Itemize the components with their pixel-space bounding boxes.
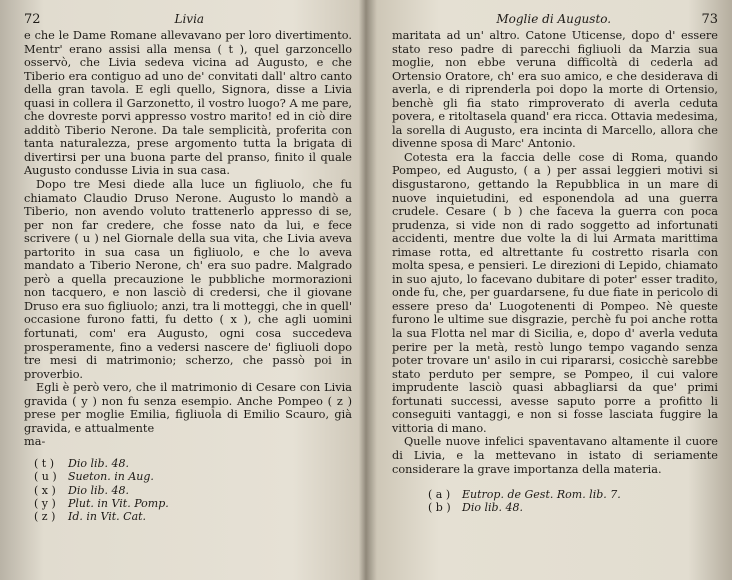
right-running-title: Moglie di Augusto. bbox=[496, 12, 612, 26]
left-paragraph: e che le Dame Romane allevavano per loro divertimento. Mentr' erano assisi alla mensa ( t ), quel garzoncello osservò, che Livia sedeva vicina ad Augusto, e che Tiberio era contiguo ad uno de' convitati dall' altro canto della gran tavola. E egli quello, Signora, disse a Livia quasi in collera il Garzonetto, il vostro luogo? A me pare, che dovreste porvi appresso vostro marito! ed in ciò dire additò Tiberio Nerone. Da tale semplicità, proferita con tanta naturalezza, prese argomento tutta la brigata di divertirsi per una buona parte del pranso, finito il quale Augusto condusse Livia in sua casa. bbox=[24, 29, 352, 178]
footnote-mark: ( z ) bbox=[34, 510, 56, 524]
right-page-number: 73 bbox=[701, 12, 718, 27]
left-paragraph: Egli è però vero, che il matrimonio di Cesare con Livia gravida ( y ) non fu senza esempio. Anche Pompeo ( z ) prese per moglie Emilia, figliuola di Emilio Scauro, già gravida, e attualmente bbox=[24, 381, 352, 435]
left-running-title: Livia bbox=[174, 12, 205, 26]
left-page-header bbox=[24, 12, 352, 28]
right-paragraph: maritata ad un' altro. Catone Uticense, dopo d' essere stato reso padre di parecchi figliuoli da Marzia sua moglie, non ebbe veruna difficoltà di cederla ad Ortensio Oratore, ch' era suo amico, e che desiderava di averla, e di riprenderla poi dopo la morte di Ortensio, benchè gli fia stato rimproverato di averla ceduta povera, e ritoltasela quand' era ricca. Ottavia medesima, la sorella di Augusto, era incinta di Marcello, allora che divenne sposa di Marc' Antonio. bbox=[392, 29, 718, 151]
footnote bbox=[34, 510, 352, 523]
footnote-mark: ( x ) bbox=[34, 483, 56, 497]
footnote-mark: ( a ) bbox=[428, 488, 451, 502]
right-footnotes bbox=[428, 488, 718, 515]
right-page bbox=[370, 0, 732, 580]
footnote-ref: Eutrop. de Gest. Rom. lib. 7. bbox=[462, 488, 621, 502]
left-page-number: 72 bbox=[24, 12, 41, 27]
footnote bbox=[34, 484, 352, 497]
footnote-mark: ( t ) bbox=[34, 456, 54, 470]
left-page-body bbox=[24, 29, 352, 449]
footnote-mark: ( b ) bbox=[428, 501, 451, 515]
footnote bbox=[34, 497, 352, 510]
footnote bbox=[34, 457, 352, 470]
left-page bbox=[0, 0, 362, 580]
footnote bbox=[428, 501, 718, 514]
left-paragraph: Dopo tre Mesi diede alla luce un figliuolo, che fu chiamato Claudio Druso Nerone. Augusto lo mandò a Tiberio, non avendo voluto trattenerlo appresso di se, per non far credere, che fosse nato da lui, e fece scrivere ( u ) nel Giornale della sua vita, che Livia aveva partorito in sua casa un figliuolo, e che lo aveva mandato a Tiberio Nerone, ch' era suo padre. Malgrado però a quella precauzione le pubbliche mormorazioni non tacquero, e non lasciò di credersi, che il giovane Druso era suo figliuolo; anzi, tra li motteggi, che in quell' occasione furono fatti, fu detto ( x ), che agli uomini fortunati, com' era Augusto, ogni cosa succedeva prosperamente, fino a vedersi nascere de' figliuoli dopo tre mesi di matrimonio; scherzo, che passò poi in proverbio. bbox=[24, 178, 352, 381]
catchword: ma- bbox=[24, 435, 46, 449]
footnote-ref: Dio lib. 48. bbox=[462, 501, 524, 515]
footnote-ref: Id. in Vit. Cat. bbox=[68, 510, 147, 524]
footnote bbox=[428, 488, 718, 501]
footnote-ref: Plut. in Vit. Pomp. bbox=[68, 496, 169, 510]
right-page-header bbox=[392, 12, 718, 28]
right-page-body bbox=[392, 29, 718, 476]
footnote bbox=[34, 470, 352, 483]
footnote-mark: ( u ) bbox=[34, 470, 57, 484]
footnote-ref: Sueton. in Aug. bbox=[68, 470, 154, 484]
footnote-ref: Dio lib. 48. bbox=[68, 456, 130, 470]
left-footnotes bbox=[34, 457, 352, 523]
right-paragraph: Cotesta era la faccia delle cose di Roma, quando Pompeo, ed Augusto, ( a ) per assai leggieri motivi si disgustarono, gettando la Repubblica in un mare di nuove inquietudini, ed esponendola ad una guerra crudele. Cesare ( b ) che faceva la guerra con poca prudenza, si vide non di rado soggetto ad infortunati accidenti, mentre due volte la di lui Armata marittima rimase rotta, ed altrettante fu costretto risarla con molta spesa, e pensieri. Le direzioni di Lepido, chiamato in suo ajuto, lo facevano dubitare di poter' esser tradito, onde fu, che, per guardarsene, fu due fiate in pericolo di essere preso da' Luogotenenti di Pompeo. Nè queste furono le ultime sue disgrazie, perchè fu poi anche rotta la sua Flotta nel mar di Sicilia, e, dopo d' averla veduta perire per la metà, restò lungo tempo vagando senza poter trovare un' asilo in cui ripararsi, cosicchè sarebbe stato perduto per sempre, se Pompeo, il cui valore imprudente lasciò quasi abbagliarsi da que' primi fortunati successi, avesse saputo porre a profitto li conseguiti vantaggi, e non si fosse lasciata fuggire la vittoria di mano. bbox=[392, 150, 718, 435]
footnote-ref: Dio lib. 48. bbox=[68, 483, 130, 497]
footnote-mark: ( y ) bbox=[34, 496, 56, 510]
right-paragraph: Quelle nuove infelici spaventavano altamente il cuore di Livia, e la mettevano in istato di seriamente considerare la grave importanza della materia. bbox=[392, 435, 718, 476]
